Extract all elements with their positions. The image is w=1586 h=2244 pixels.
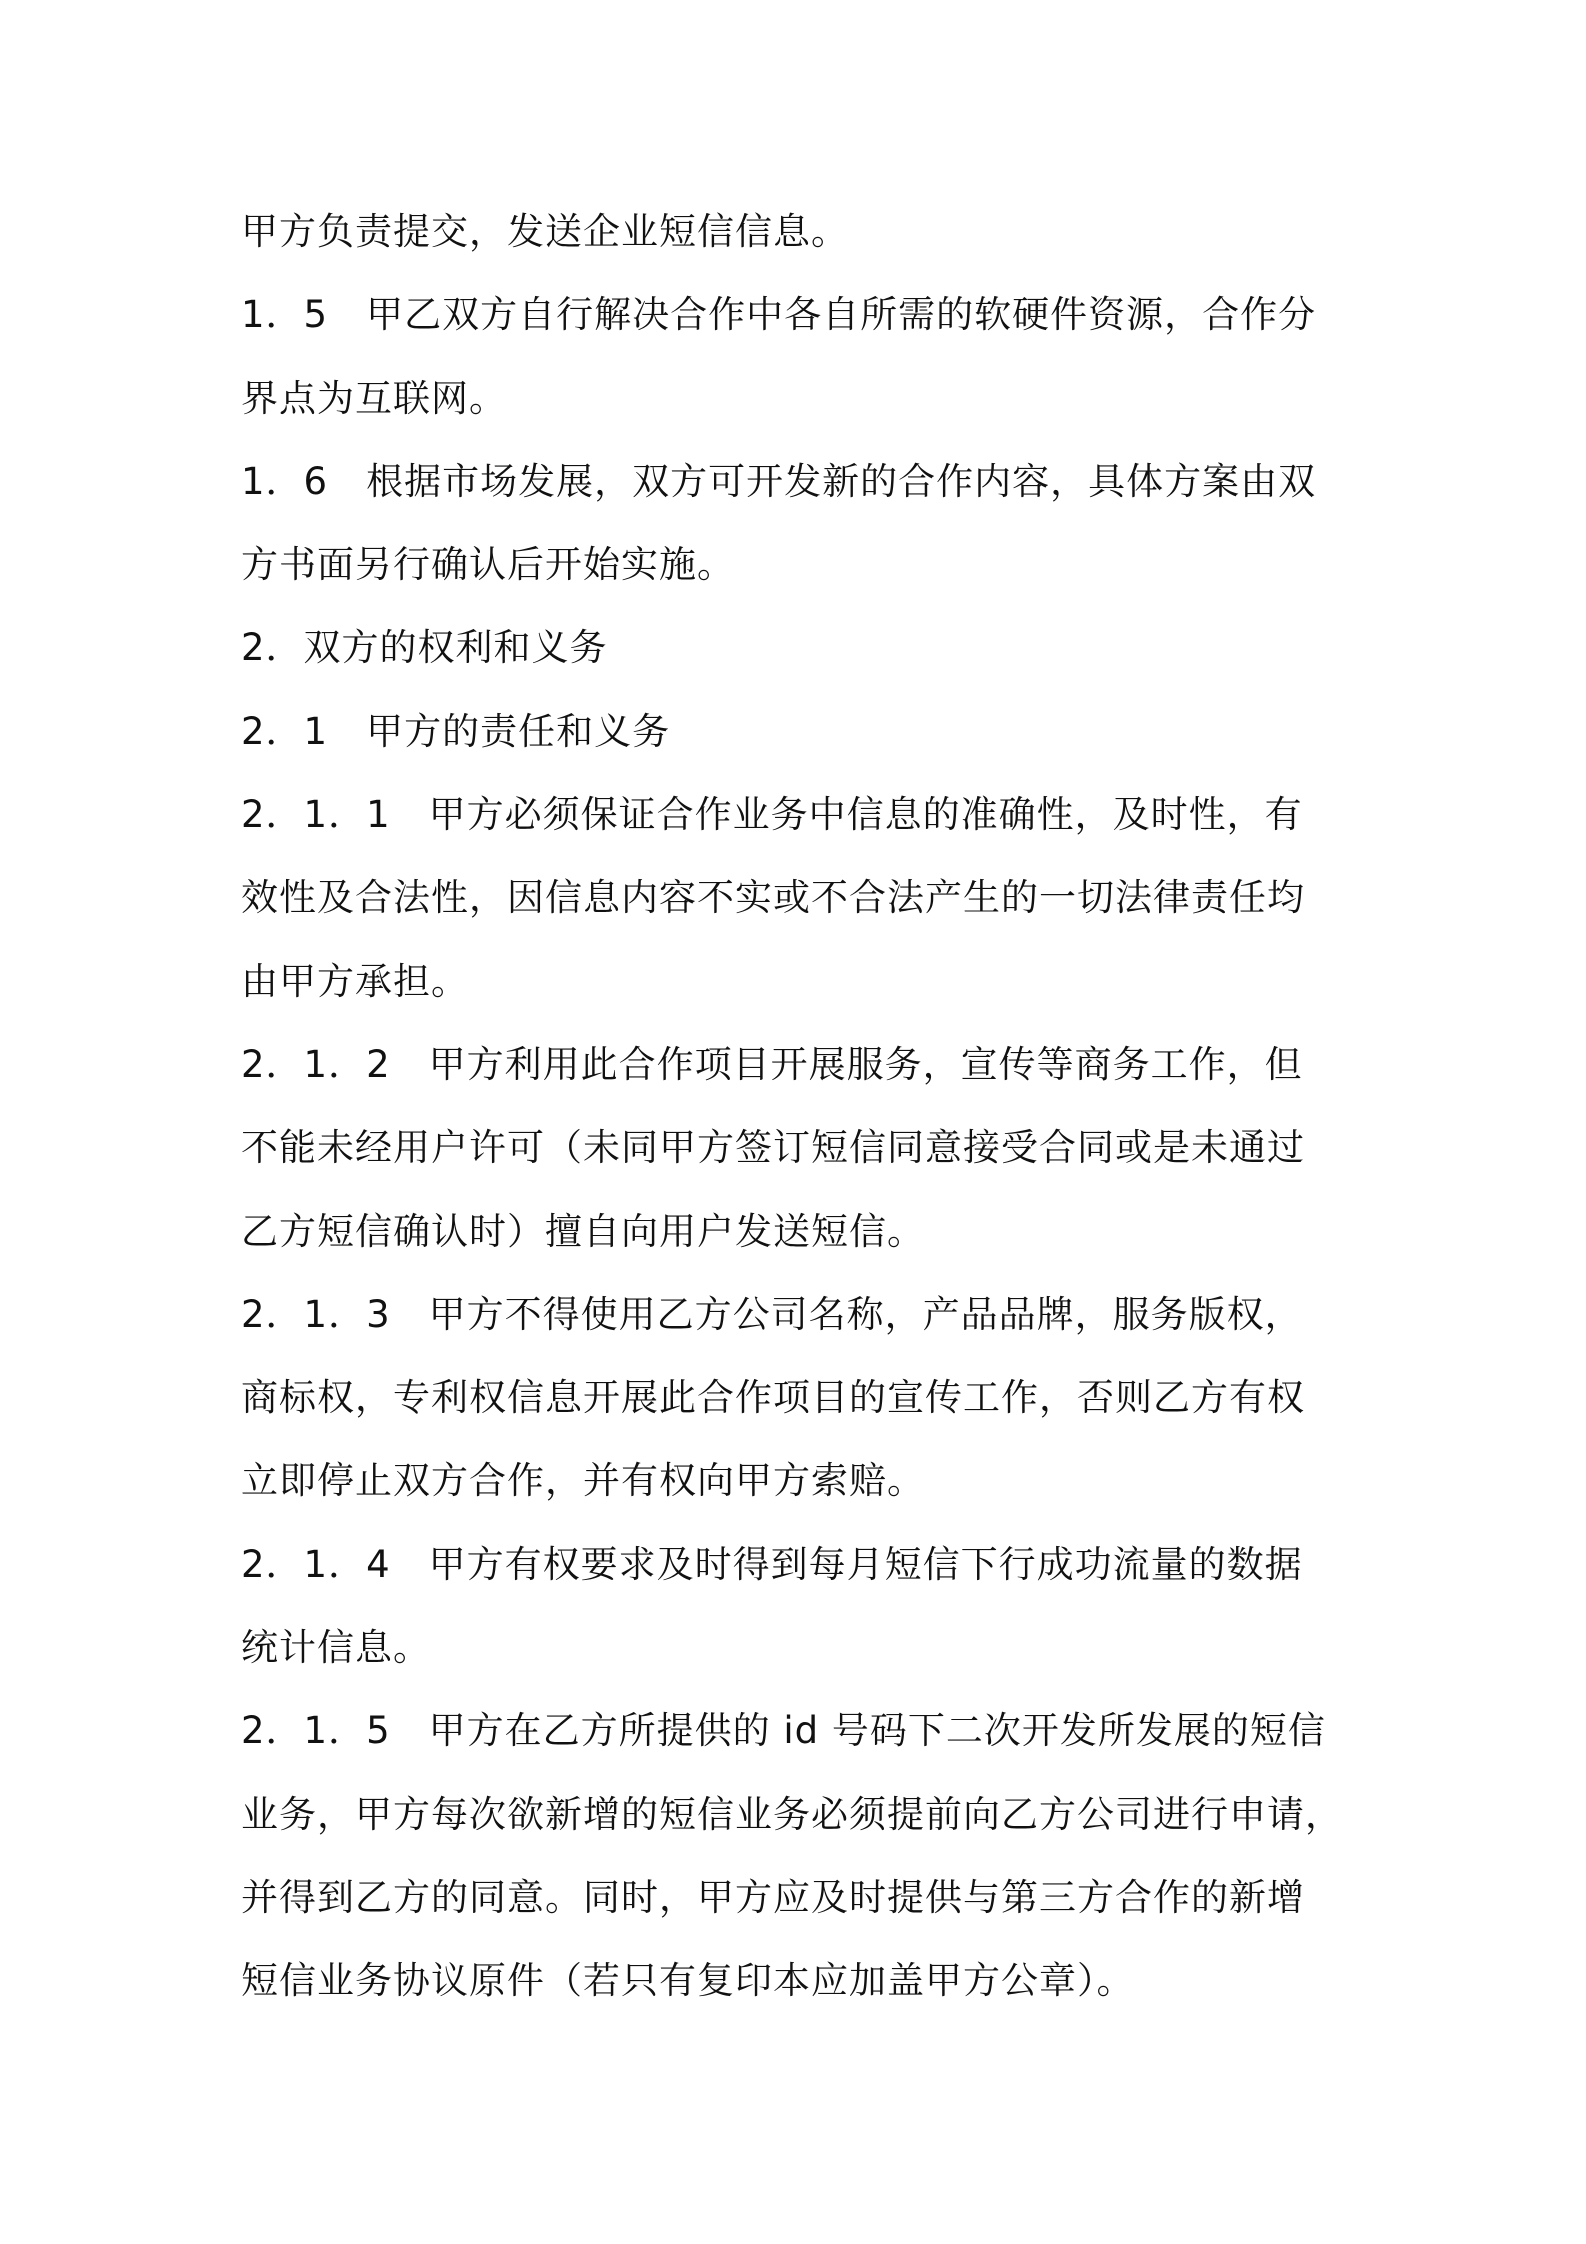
- text-line: 2．1．2 甲方利用此合作项目开展服务，宣传等商务工作，但: [241, 1042, 1303, 1086]
- text-line: 1．5 甲乙双方自行解决合作中各自所需的软硬件资源，合作分: [241, 293, 1317, 337]
- text-line: 统计信息。: [241, 1626, 431, 1670]
- text-line: 界点为互联网。: [241, 376, 507, 420]
- document-body: [241, 190, 1381, 2023]
- text-line: 甲方负责提交，发送企业短信信息。: [241, 210, 849, 253]
- text-line: 业务，甲方每次欲新增的短信业务必须提前向乙方公司进行申请，: [241, 1792, 1343, 1836]
- text-line: 2．1．4 甲方有权要求及时得到每月短信下行成功流量的数据: [241, 1542, 1303, 1586]
- subsection-heading: 2．1 甲方的责任和义务: [241, 709, 671, 753]
- text-line: 方书面另行确认后开始实施。: [241, 543, 735, 587]
- section-heading: 2．双方的权利和义务: [241, 626, 608, 670]
- text-line: 并得到乙方的同意。同时，甲方应及时提供与第三方合作的新增: [241, 1875, 1305, 1919]
- text-line: 效性及合法性，因信息内容不实或不合法产生的一切法律责任均: [241, 876, 1305, 920]
- text-line: 不能未经用户许可（未同甲方签订短信同意接受合同或是未通过: [241, 1126, 1305, 1170]
- text-line: 乙方短信确认时）擅自向用户发送短信。: [241, 1209, 925, 1253]
- text-line: 1．6 根据市场发展，双方可开发新的合作内容，具体方案由双: [241, 459, 1317, 503]
- text-line: 由甲方承担。: [241, 959, 469, 1003]
- text-line: 2．1．5 甲方在乙方所提供的 id 号码下二次开发所发展的短信: [241, 1709, 1326, 1753]
- text-line: 2．1．3 甲方不得使用乙方公司名称，产品品牌，服务版权，: [241, 1292, 1303, 1336]
- text-line: 商标权，专利权信息开展此合作项目的宣传工作，否则乙方有权: [241, 1376, 1305, 1420]
- text-line: 2．1．1 甲方必须保证合作业务中信息的准确性，及时性，有: [241, 793, 1303, 837]
- text-line: 立即停止双方合作，并有权向甲方索赔。: [241, 1459, 925, 1503]
- text-line: 短信业务协议原件（若只有复印本应加盖甲方公章）。: [241, 1959, 1135, 2003]
